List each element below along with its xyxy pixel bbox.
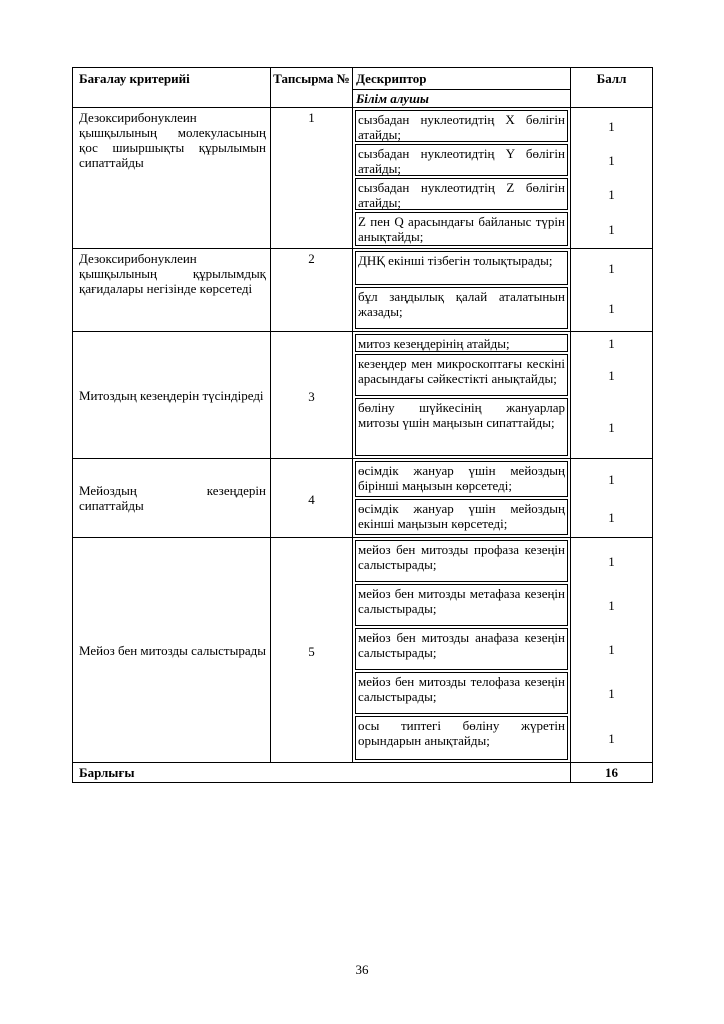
descriptor-text: Z пен Q арасындағы байланыс түрін анықтайды; [355,212,568,246]
descriptor-list [353,250,570,330]
descriptor-text: мейоз бен митозды телофаза кезеңін салыстырады; [355,672,568,714]
criterion-cell: Мейоз бен митозды салыстырады [73,538,271,763]
task-number-cell: 5 [271,538,353,763]
descriptor-score: 1 [608,641,615,657]
score-cell [571,108,653,249]
descriptor-item [353,498,570,536]
descriptor-item [353,671,570,715]
score-cell [571,459,653,538]
table-row [73,459,653,538]
descriptor-cell [353,249,571,332]
descriptor-cell [353,538,571,763]
descriptor-cell [353,459,571,538]
descriptor-cell [353,332,571,459]
descriptor-item [353,460,570,498]
descriptor-score: 1 [608,553,615,569]
descriptor-text: сызбадан нуклеотидтің X бөлігін атайды; [355,110,568,142]
task-number-cell: 4 [271,459,353,538]
criterion-cell: Митоздың кезеңдерін түсіндіреді [73,332,271,459]
score-cell [571,249,653,332]
table-row [73,538,653,763]
score-list [571,333,652,457]
task-number-cell: 2 [271,249,353,332]
descriptor-text: мейоз бен митозды метафаза кезеңін салыстырады; [355,584,568,626]
header-descriptor: Дескриптор [353,68,571,90]
descriptor-score: 1 [608,509,615,525]
header-score: Балл [571,68,653,108]
descriptor-text: бұл заңдылық қалай аталатынын жазады; [355,287,568,329]
descriptor-text: ДНҚ екінші тізбегін толықтырады; [355,251,568,285]
descriptor-item [353,109,570,143]
score-cell [571,332,653,459]
score-cell [571,538,653,763]
descriptor-cell [353,108,571,249]
descriptor-list [353,460,570,536]
rubric-body [73,108,653,763]
table-row [73,108,653,249]
descriptor-score: 1 [608,471,615,487]
descriptor-score: 1 [608,730,615,746]
criterion-cell: Мейоздың кезеңдерін сипаттайды [73,459,271,538]
descriptor-item [353,286,570,330]
descriptor-score: 1 [608,367,615,383]
score-list [571,539,652,761]
descriptor-score: 1 [608,597,615,613]
header-criterion: Бағалау критерийі [73,68,271,108]
descriptor-item [353,250,570,286]
total-score: 16 [571,763,653,783]
descriptor-score: 1 [608,300,615,316]
descriptor-text: кезеңдер мен микроскоптағы кескіні арасындағы сәйкестікті анықтайды; [355,354,568,396]
descriptor-text: өсімдік жануар үшін мейоздың екінші маңызын көрсетеді; [355,499,568,535]
descriptor-score: 1 [608,335,615,351]
descriptor-text: өсімдік жануар үшін мейоздың бірінші маңызын көрсетеді; [355,461,568,497]
header-descriptor-subtitle: Білім алушы [353,90,571,108]
descriptor-score: 1 [608,260,615,276]
page-number: 36 [355,962,369,977]
descriptor-item [353,353,570,397]
descriptor-item [353,627,570,671]
descriptor-text: митоз кезеңдерінің атайды; [355,334,568,352]
descriptor-item [353,333,570,353]
descriptor-list [353,333,570,457]
table-row [73,332,653,459]
descriptor-item [353,143,570,177]
descriptor-text: бөліну шүйкесінің жануарлар митозы үшін маңызын сипаттайды; [355,398,568,456]
descriptor-text: мейоз бен митозды анафаза кезеңін салыстырады; [355,628,568,670]
table-row [73,249,653,332]
descriptor-item [353,539,570,583]
descriptor-score: 1 [608,685,615,701]
criterion-cell: Дезоксирибонуклеин қышқылының құрылымдық қағидалары негізінде көрсетеді [73,249,271,332]
descriptor-score: 1 [608,152,615,168]
descriptor-item [353,583,570,627]
assessment-rubric-table [72,67,653,783]
descriptor-score: 1 [608,221,615,237]
descriptor-list [353,539,570,761]
task-number-cell: 3 [271,332,353,459]
score-list [571,109,652,247]
descriptor-item [353,211,570,247]
header-task: Тапсырма № [271,68,353,108]
descriptor-text: сызбадан нуклеотидтің Y бөлігін атайды; [355,144,568,176]
descriptor-score: 1 [608,419,615,435]
score-list [571,460,652,536]
descriptor-text: осы типтегі бөліну жүретін орындарын анықтайды; [355,716,568,760]
descriptor-score: 1 [608,186,615,202]
descriptor-item [353,397,570,457]
descriptor-text: сызбадан нуклеотидтің Z бөлігін атайды; [355,178,568,210]
descriptor-item [353,715,570,761]
descriptor-text: мейоз бен митозды профаза кезеңін салыстырады; [355,540,568,582]
score-list [571,250,652,330]
descriptor-item [353,177,570,211]
task-number-cell: 1 [271,108,353,249]
criterion-cell: Дезоксирибонуклеин қышқылының молекуласының қос шиыршықты құрылымын сипаттайды [73,108,271,249]
descriptor-list [353,109,570,247]
descriptor-score: 1 [608,118,615,134]
total-label: Барлығы [73,763,571,783]
